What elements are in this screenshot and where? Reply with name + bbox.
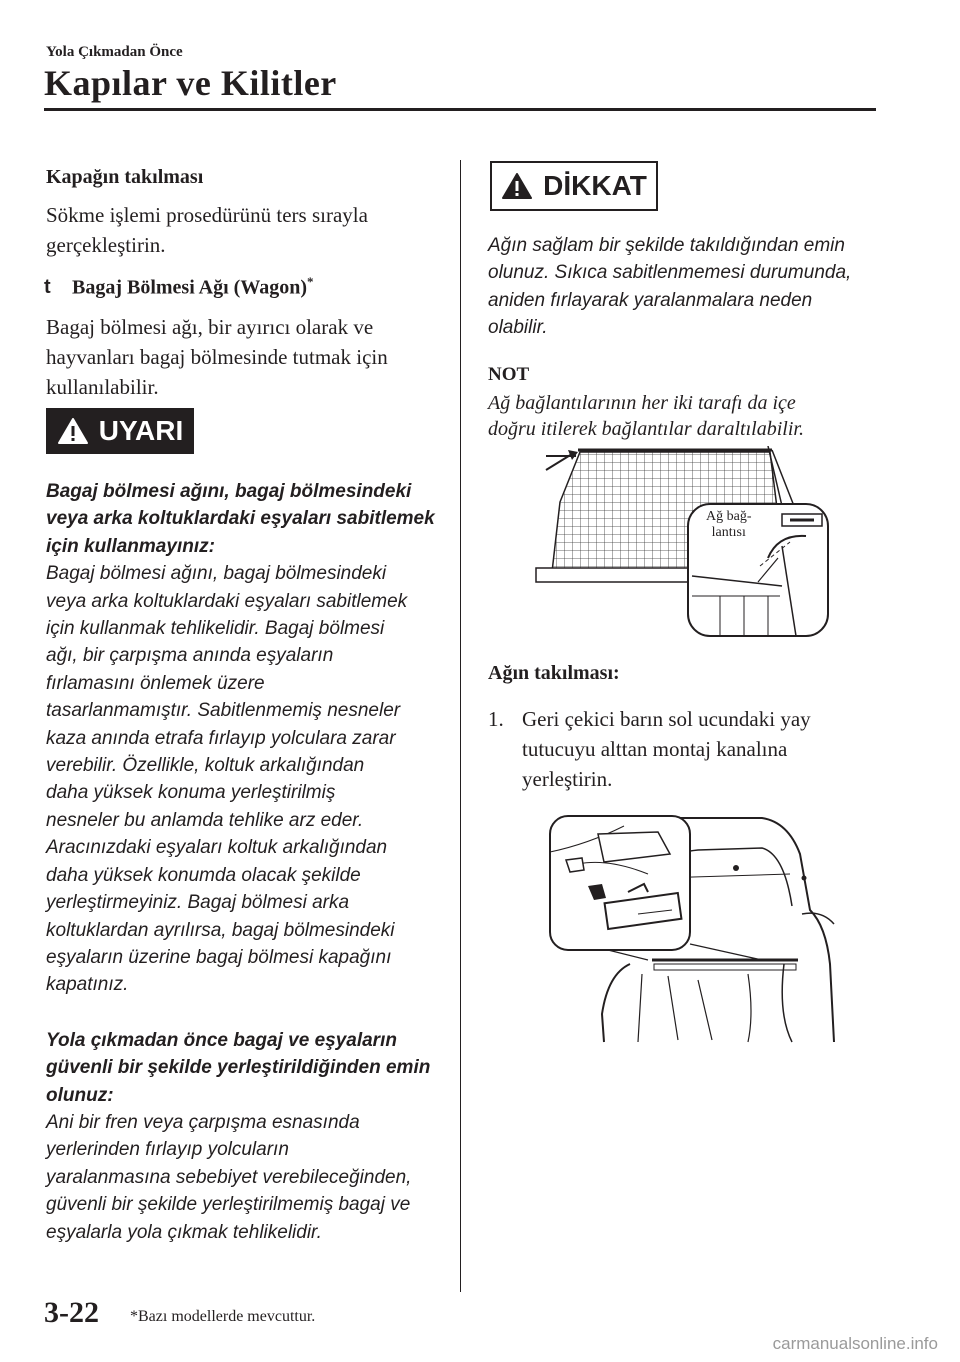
net-heading: Bagaj Bölmesi Ağı (Wagon)* [72,274,314,299]
cover-heading: Kapağın takılması [46,166,204,188]
warning-badge: UYARI [46,408,194,454]
title-rule [44,108,876,111]
step-number: 1. [488,707,504,731]
watermark: carmanualsonline.info [772,1334,938,1353]
net-anchor-label: Ağ bağ- lantısı [702,508,756,542]
car-rear-illustration [548,814,846,1044]
footnote: *Bazı modellerde mevcuttur. [130,1308,316,1325]
section-kicker: Yola Çıkmadan Önce [46,44,183,60]
warning-text: Bagaj bölmesi ağını, bagaj bölmesindeki veya arka koltuklardaki eşyaları sabitlemek için kullanmayınız: Bagaj bölmesi ağını, bagaj bölmesindeki veya arka koltuklardaki eşyaları sabitlemek için kullanmak tehlikelidir. Bagaj bölmesi ağı, bir çarpışma anında eşyaların fırlamasını önlemek üzere tasarlanmamıştır. Sabitlenmemiş nesneler kaza anında etrafa fırlayıp yolculara zarar verebilir. Özellikle, koltuk arkalığından daha yüksek konuma yerleştirilmiş nesneler bu anlamda tehlike arz eder. Aracınızdaki eşyaları koltuk arkalığından daha yüksek konumda olacak şekilde yerleştirmeyiniz. Bagaj bölmesi arka koltuklardan ayrılırsa, bagaj bölmesindeki eşyaların üzerine bagaj bölmesi kapağını kapatınız. Yola çıkmadan önce bagaj ve eşyaların güvenli bir şekilde yerleştirildiğinden emin olunuz: Ani bir fren veya çarpışma esnasında yerlerinden fırlayıp yolcuların yaralanmasına sebebiyet verebileceğinden, güvenli bir şekilde yerleştirilmemiş bagaj ve eşyalarla yola çıkmak tehlikelidir. [46,481,435,1243]
install-heading: Ağın takılması: [488,662,620,684]
page-number: 3-22 [44,1296,99,1329]
step-text: Geri çekici barın sol ucundaki yay tutucuyu alttan montaj kanalına yerleştirin. [522,707,811,791]
caution-badge: DİKKAT [490,161,658,211]
note-heading: NOT [488,364,530,385]
warning-triangle-icon [57,417,89,445]
cover-text: Sökme işlemi prosedürünü ters sırayla gerçekleştirin. [46,203,368,257]
note-text: Ağ bağlantılarının her iki tarafı da içe doğru itilerek bağlantılar daraltılabilir. [488,392,804,440]
page-title: Kapılar ve Kilitler [44,63,337,103]
warning-triangle-icon [501,172,533,200]
caution-text: Ağın sağlam bir şekilde takıldığından emin olunuz. Sıkıca sabitlenmemesi durumunda, aniden fırlayarak yaralanmalara neden olabilir. [488,235,852,339]
net-text: Bagaj bölmesi ağı, bir ayırıcı olarak ve hayvanları bagaj bölmesinde tutmak için kullanılabilir. [46,315,388,399]
column-divider [460,160,461,1292]
luggage-net-illustration [532,446,832,640]
bullet-icon: t [44,276,51,298]
